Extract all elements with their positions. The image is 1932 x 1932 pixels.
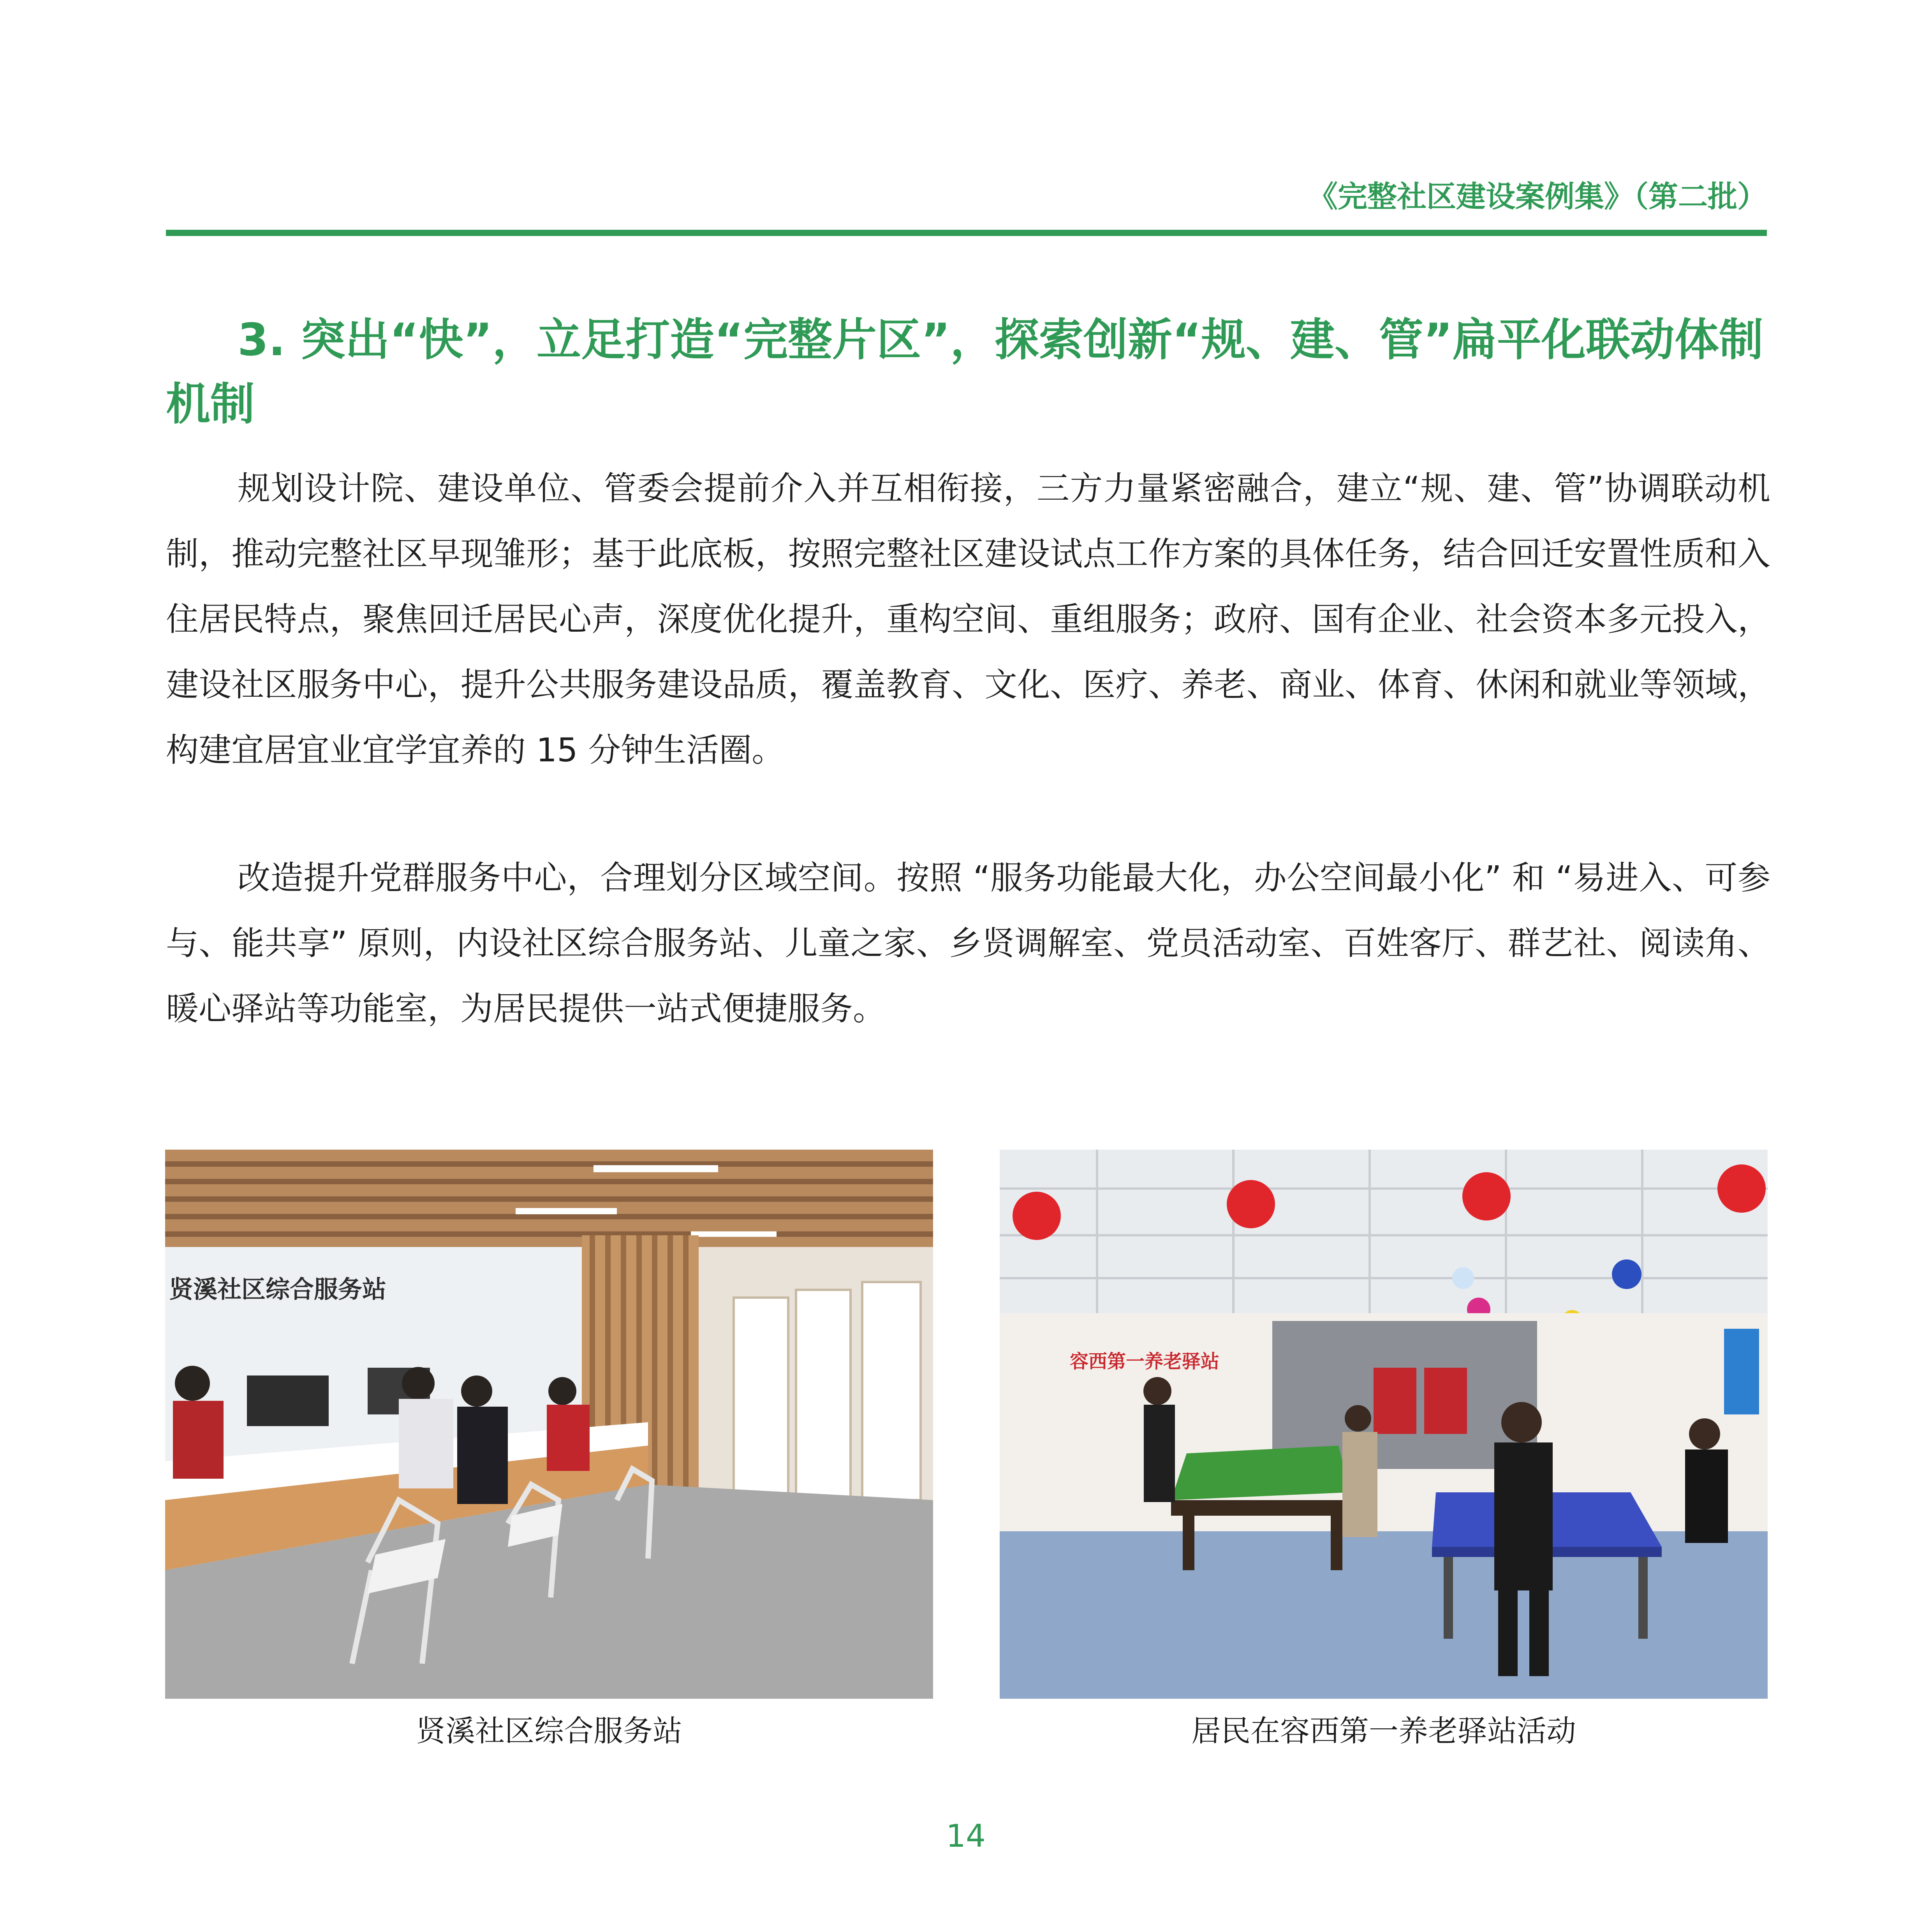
service-station-sign: 贤溪社区综合服务站 [169,1275,387,1303]
header-divider [166,230,1767,236]
section-heading: 3. 突出“快”，立足打造“完整片区”，探索创新“规、建、管”扁平化联动体制机制 [166,314,1763,430]
photo-service-station [165,1150,933,1699]
body-paragraph-2: 改造提升党群服务中心，合理划分区域空间。按照 “服务功能最大化，办公空间最小化” 和 “易进入、可参与、能共享” 原则，内设社区综合服务站、儿童之家、乡贤调解室、党员活动室、百姓客厅、群艺社、阅读角、暖心驿站等功能室，为居民提供一站式便捷服务。 [166,859,1770,1028]
body-paragraph-1: 规划设计院、建设单位、管委会提前介入并互相衔接，三方力量紧密融合，建立“规、建、管”协调联动机制，推动完整社区早现雏形；基于此底板，按照完整社区建设试点工作方案的具体任务，结合回迁安置性质和入住居民特点，聚焦回迁居民心声，深度优化提升，重构空间、重组服务；政府、国有企业、社会资本多元投入，建设社区服务中心，提升公共服务建设品质，覆盖教育、文化、医疗、养老、商业、体育、休闲和就业等领域，构建宜居宜业宜学宜养的 15 分钟生活圈。 [166,469,1770,769]
figure-caption-right: 居民在容西第一养老驿站活动 [1191,1714,1576,1748]
figure-caption-left: 贤溪社区综合服务站 [416,1714,682,1748]
page-number: 14 [946,1818,986,1854]
running-header-title: 《完整社区建设案例集》（第二批） [1308,179,1767,214]
photo-elderly-station [1000,1150,1768,1699]
elderly-station-wall-text: 容西第一养老驿站 [1070,1351,1220,1372]
